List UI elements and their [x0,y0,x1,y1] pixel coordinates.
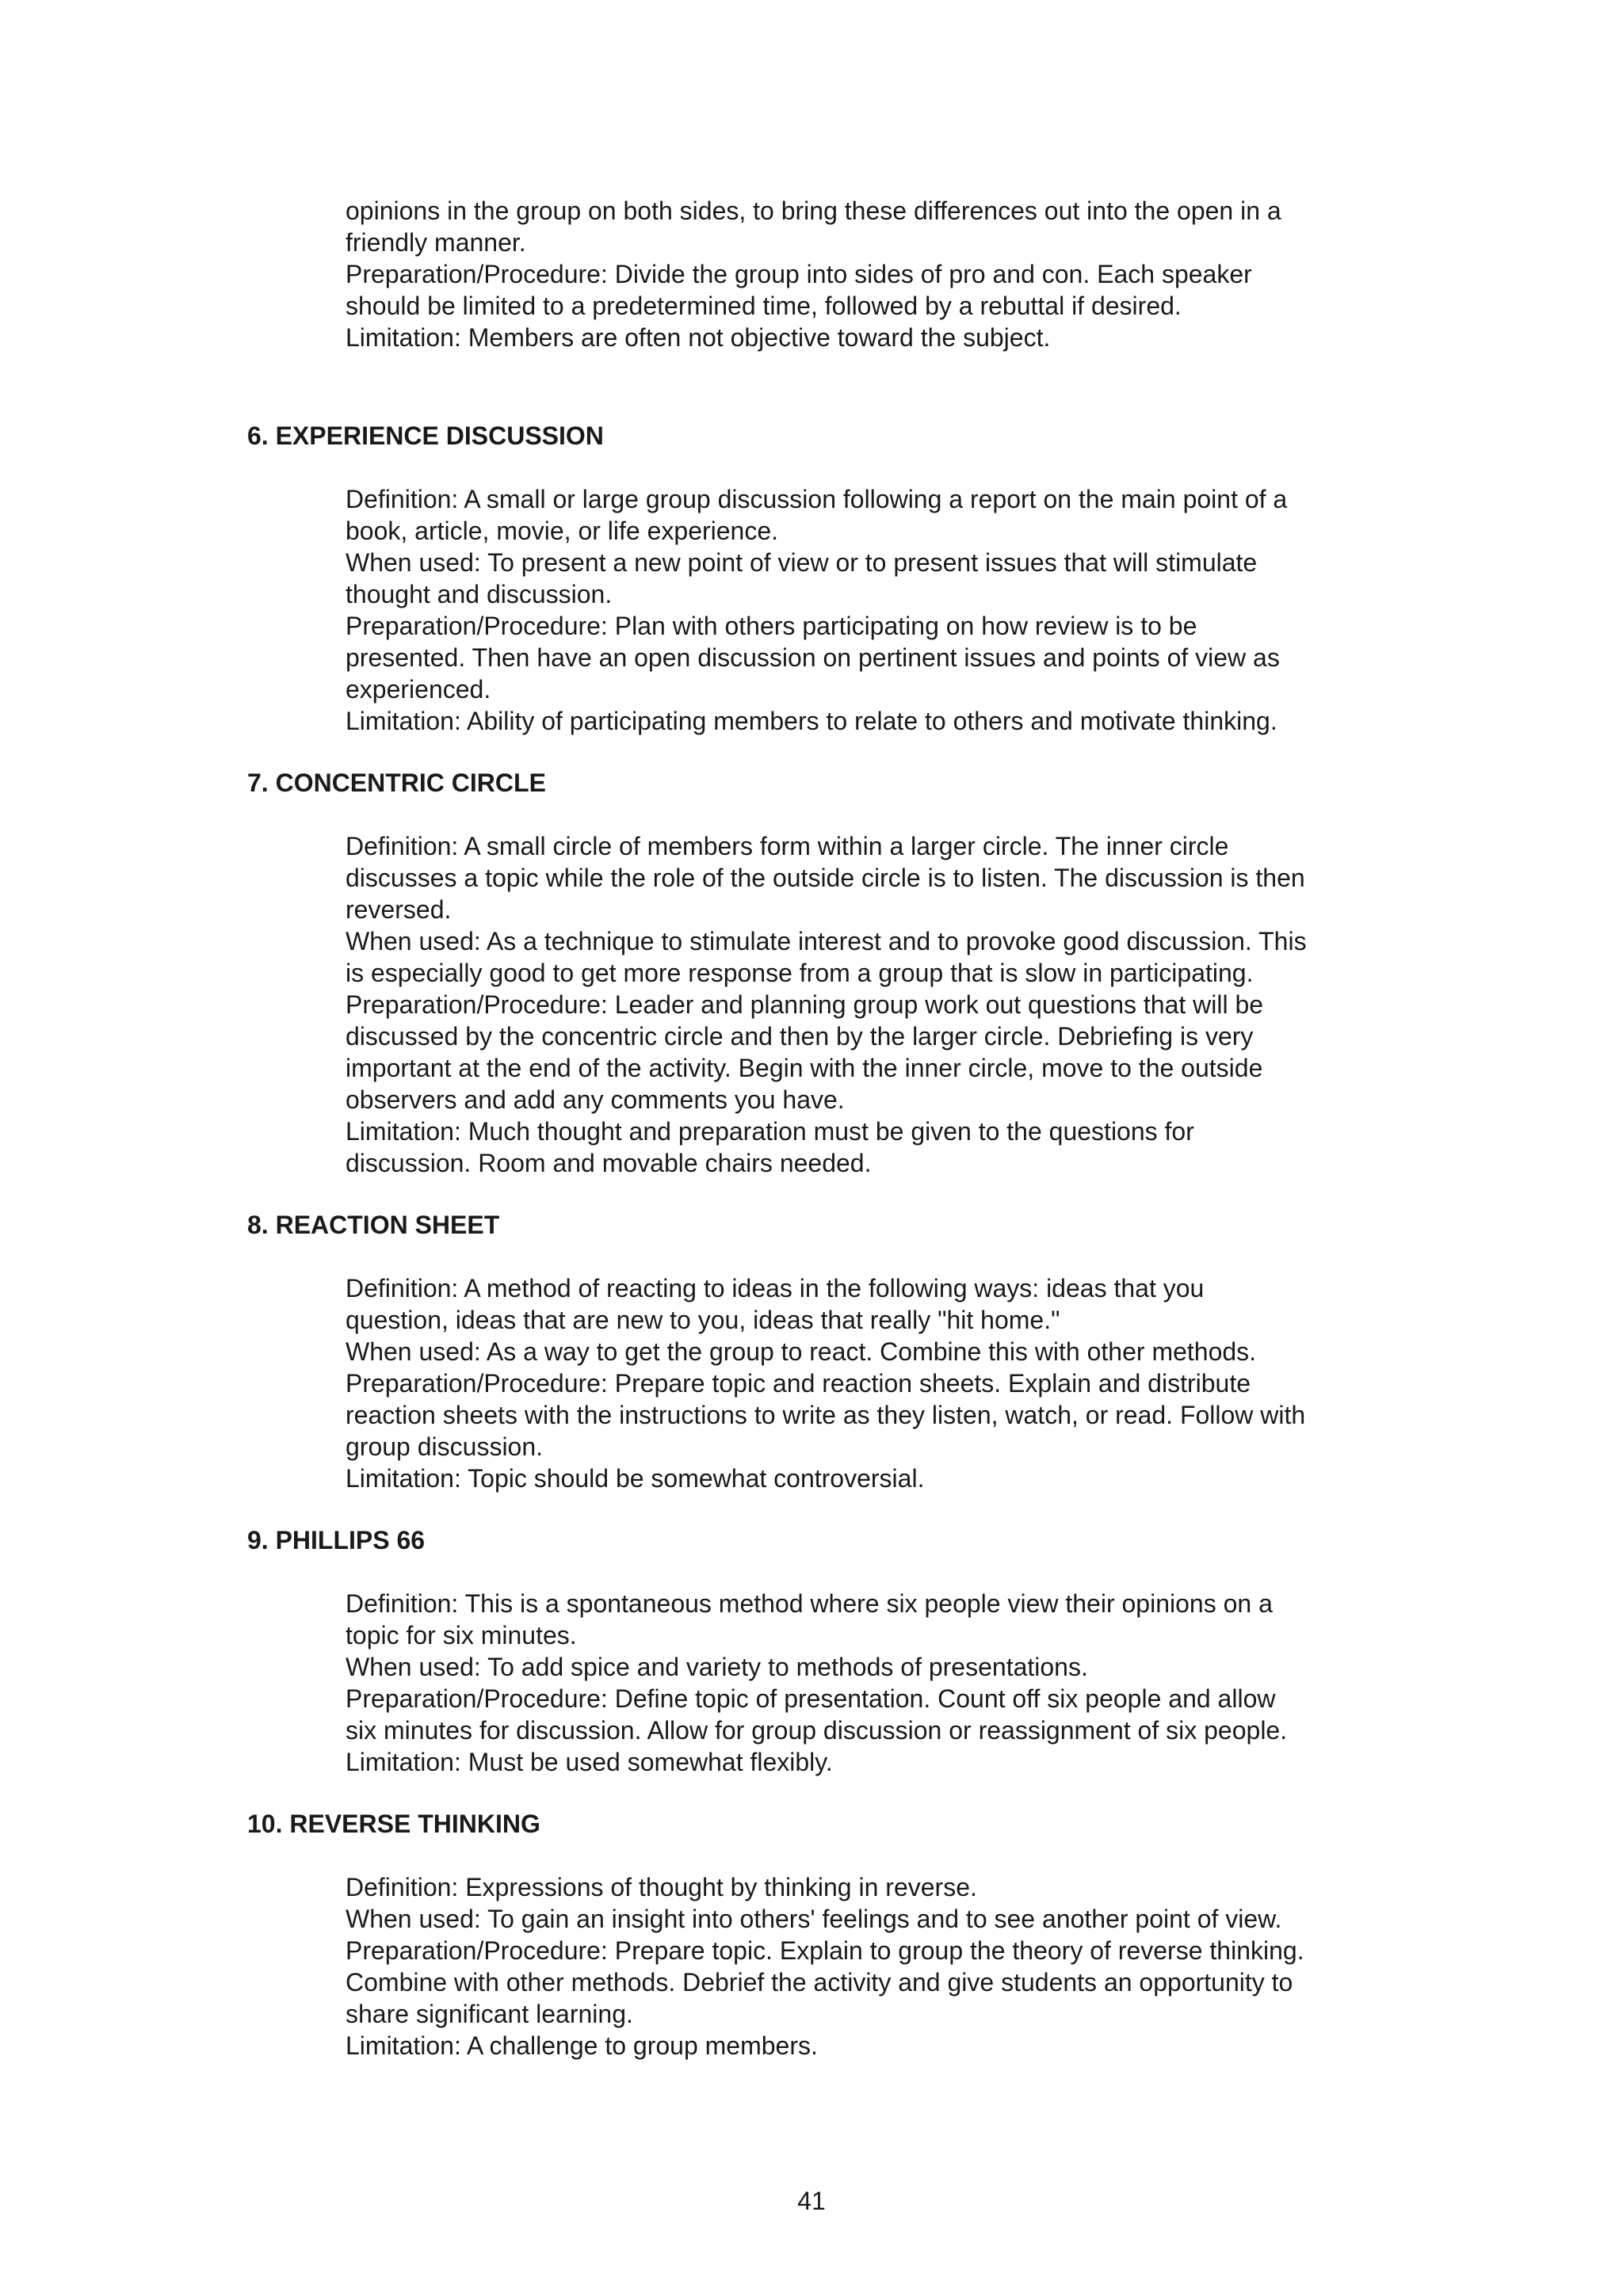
section-heading: 9. PHILLIPS 66 [247,1526,426,1554]
section-heading: 7. CONCENTRIC CIRCLE [247,769,546,797]
text-line: When used: To add spice and variety to methods of presentations. [346,1653,1088,1681]
text-line: should be limited to a predetermined time, followed by a rebuttal if desired. [346,292,1182,320]
text-line: Definition: A small circle of members form within a larger circle. The inner circle [346,832,1229,860]
text-line: When used: To gain an insight into others' feelings and to see another point of view. [346,1905,1282,1933]
section-body [346,1588,1407,1778]
text-line: Limitation: A challenge to group members. [346,2031,818,2060]
text-line: discussion. Room and movable chairs needed. [346,1149,872,1177]
text-line: Limitation: Must be used somewhat flexibly. [346,1748,833,1776]
page-number: 41 [797,2187,826,2215]
text-line: Definition: This is a spontaneous method where six people view their opinions on a [346,1589,1273,1618]
text-line: reaction sheets with the instructions to write as they listen, watch, or read. Follow with [346,1401,1306,1429]
text-line: When used: As a way to get the group to react. Combine this with other methods. [346,1337,1257,1366]
text-line: Preparation/Procedure: Plan with others participating on how review is to be [346,612,1197,640]
text-line: Preparation/Procedure: Prepare topic. Explain to group the theory of reverse thinking. [346,1936,1304,1965]
text-line: six minutes for discussion. Allow for group discussion or reassignment of six people. [346,1716,1288,1745]
text-line: When used: To present a new point of view or to present issues that will stimulate [346,548,1258,577]
text-line: presented. Then have an open discussion on pertinent issues and points of view as [346,643,1280,672]
text-line: When used: As a technique to stimulate interest and to provoke good discussion. This [346,927,1307,955]
text-line: Definition: A method of reacting to ideas in the following ways: ideas that you [346,1274,1205,1302]
text-line: discusses a topic while the role of the outside circle is to listen. The discussion is then [346,864,1305,892]
text-line: Preparation/Procedure: Prepare topic and reaction sheets. Explain and distribute [346,1369,1251,1398]
text-line: Limitation: Much thought and preparation must be given to the questions for [346,1117,1194,1146]
text-line: important at the end of the activity. Begin with the inner circle, move to the outside [346,1054,1263,1082]
text-line: share significant learning. [346,2000,633,2028]
text-line: Limitation: Topic should be somewhat controversial. [346,1464,925,1493]
section-heading: 10. REVERSE THINKING [247,1810,540,1838]
text-line: observers and add any comments you have. [346,1085,845,1114]
section-body [346,1272,1407,1494]
text-line: Preparation/Procedure: Leader and planning group work out questions that will be [346,990,1264,1019]
intro-paragraph [346,195,1407,353]
text-line: Preparation/Procedure: Define topic of presentation. Count off six people and allow [346,1684,1276,1713]
text-line: Combine with other methods. Debrief the activity and give students an opportunity to [346,1968,1293,1997]
text-line: Definition: A small or large group discussion following a report on the main point of a [346,485,1288,513]
text-line: book, article, movie, or life experience. [346,517,779,545]
text-line: opinions in the group on both sides, to bring these differences out into the open in a [346,196,1281,225]
section-heading: 8. REACTION SHEET [247,1211,500,1239]
section-body [346,483,1407,737]
text-line: Definition: Expressions of thought by thinking in reverse. [346,1873,977,1901]
text-line: Limitation: Members are often not objective toward the subject. [346,323,1051,352]
text-line: topic for six minutes. [346,1621,577,1650]
section-heading: 6. EXPERIENCE DISCUSSION [247,421,604,450]
text-line: question, ideas that are new to you, ideas that really "hit home." [346,1306,1060,1334]
text-line: discussed by the concentric circle and then by the larger circle. Debriefing is very [346,1022,1254,1051]
section-body [346,1871,1407,2061]
text-line: reversed. [346,895,452,924]
section-body [346,830,1407,1179]
text-line: Preparation/Procedure: Divide the group into sides of pro and con. Each speaker [346,260,1252,288]
text-line: is especially good to get more response from a group that is slow in participating. [346,959,1254,987]
text-line: friendly manner. [346,228,526,257]
text-line: Limitation: Ability of participating members to relate to others and motivate thinking. [346,707,1277,735]
text-line: group discussion. [346,1432,544,1461]
text-line: experienced. [346,675,491,704]
text-line: thought and discussion. [346,580,613,608]
